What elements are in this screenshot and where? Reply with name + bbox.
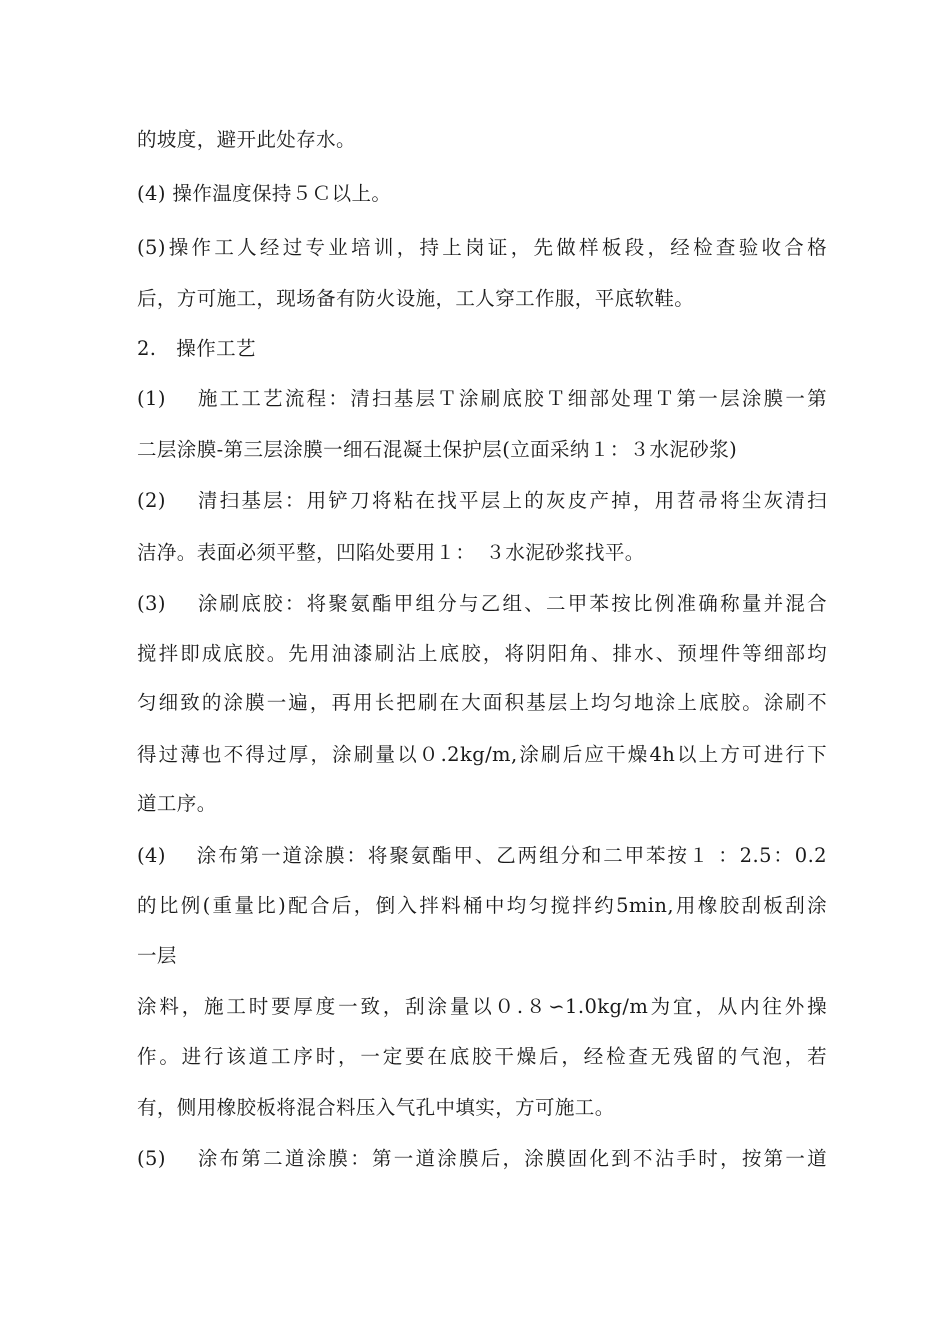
text-line: 二层涂膜-第三层涂膜一细石混凝土保护层(立面采纳１：３水泥砂浆)	[137, 438, 738, 461]
text-line: 的坡度，避开此处存水。	[137, 128, 356, 151]
text-line: 涂料，施工时要厚度一致，刮涂量以０.８∽1.0kg/m为宜，从内往外操	[137, 995, 827, 1018]
section-heading: 2. 操作工艺	[137, 337, 256, 360]
text-line: 得过薄也不得过厚，涂刷量以０.2kg/m,涂刷后应干燥4h以上方可进行下	[137, 743, 827, 766]
text-line: 作。进行该道工序时，一定要在底胶干燥后，经检查无残留的气泡，若	[137, 1045, 827, 1068]
text-line: 匀细致的涂膜一遍，再用长把刷在大面积基层上均匀地涂上底胶。涂刷不	[137, 691, 827, 714]
text-line: (2) 清扫基层：用铲刀将粘在找平层上的灰皮产掉，用苕帚将尘灰清扫	[137, 489, 827, 512]
text-line: 一层	[137, 944, 177, 967]
text-line: (5) 涂布第二道涂膜：第一道涂膜后，涂膜固化到不沾手时，按第一道	[137, 1147, 827, 1170]
text-line: 的比例(重量比)配合后，倒入拌料桶中均匀搅拌约5min,用橡胶刮板刮涂	[137, 894, 827, 917]
text-line: 有，侧用橡胶板将混合料压入气孔中填实，方可施工。	[137, 1096, 615, 1119]
text-line: 搅拌即成底胶。先用油漆刷沾上底胶，将阴阳角、排水、预埋件等细部均	[137, 642, 827, 665]
text-line: (3) 涂刷底胶：将聚氨酯甲组分与乙组、二甲苯按比例准确称量并混合	[137, 592, 827, 615]
text-line: 后，方可施工，现场备有防火设施，工人穿工作服，平底软鞋。	[137, 287, 695, 310]
text-line: (4) 涂布第一道涂膜：将聚氨酯甲、乙两组分和二甲苯按１ ：2.5：0.2	[137, 844, 827, 867]
text-line: 道工序。	[137, 792, 217, 815]
text-line: 洁净。表面必须平整，凹陷处要用１： ３水泥砂浆找平。	[137, 541, 645, 564]
text-line: (1) 施工工艺流程：清扫基层Ｔ涂刷底胶Ｔ细部处理Ｔ第一层涂膜一第	[137, 387, 827, 410]
text-line: (4) 操作温度保持５Ｃ以上。	[137, 182, 392, 205]
text-line: (5)操作工人经过专业培训，持上岗证，先做样板段，经检查验收合格	[137, 236, 827, 259]
